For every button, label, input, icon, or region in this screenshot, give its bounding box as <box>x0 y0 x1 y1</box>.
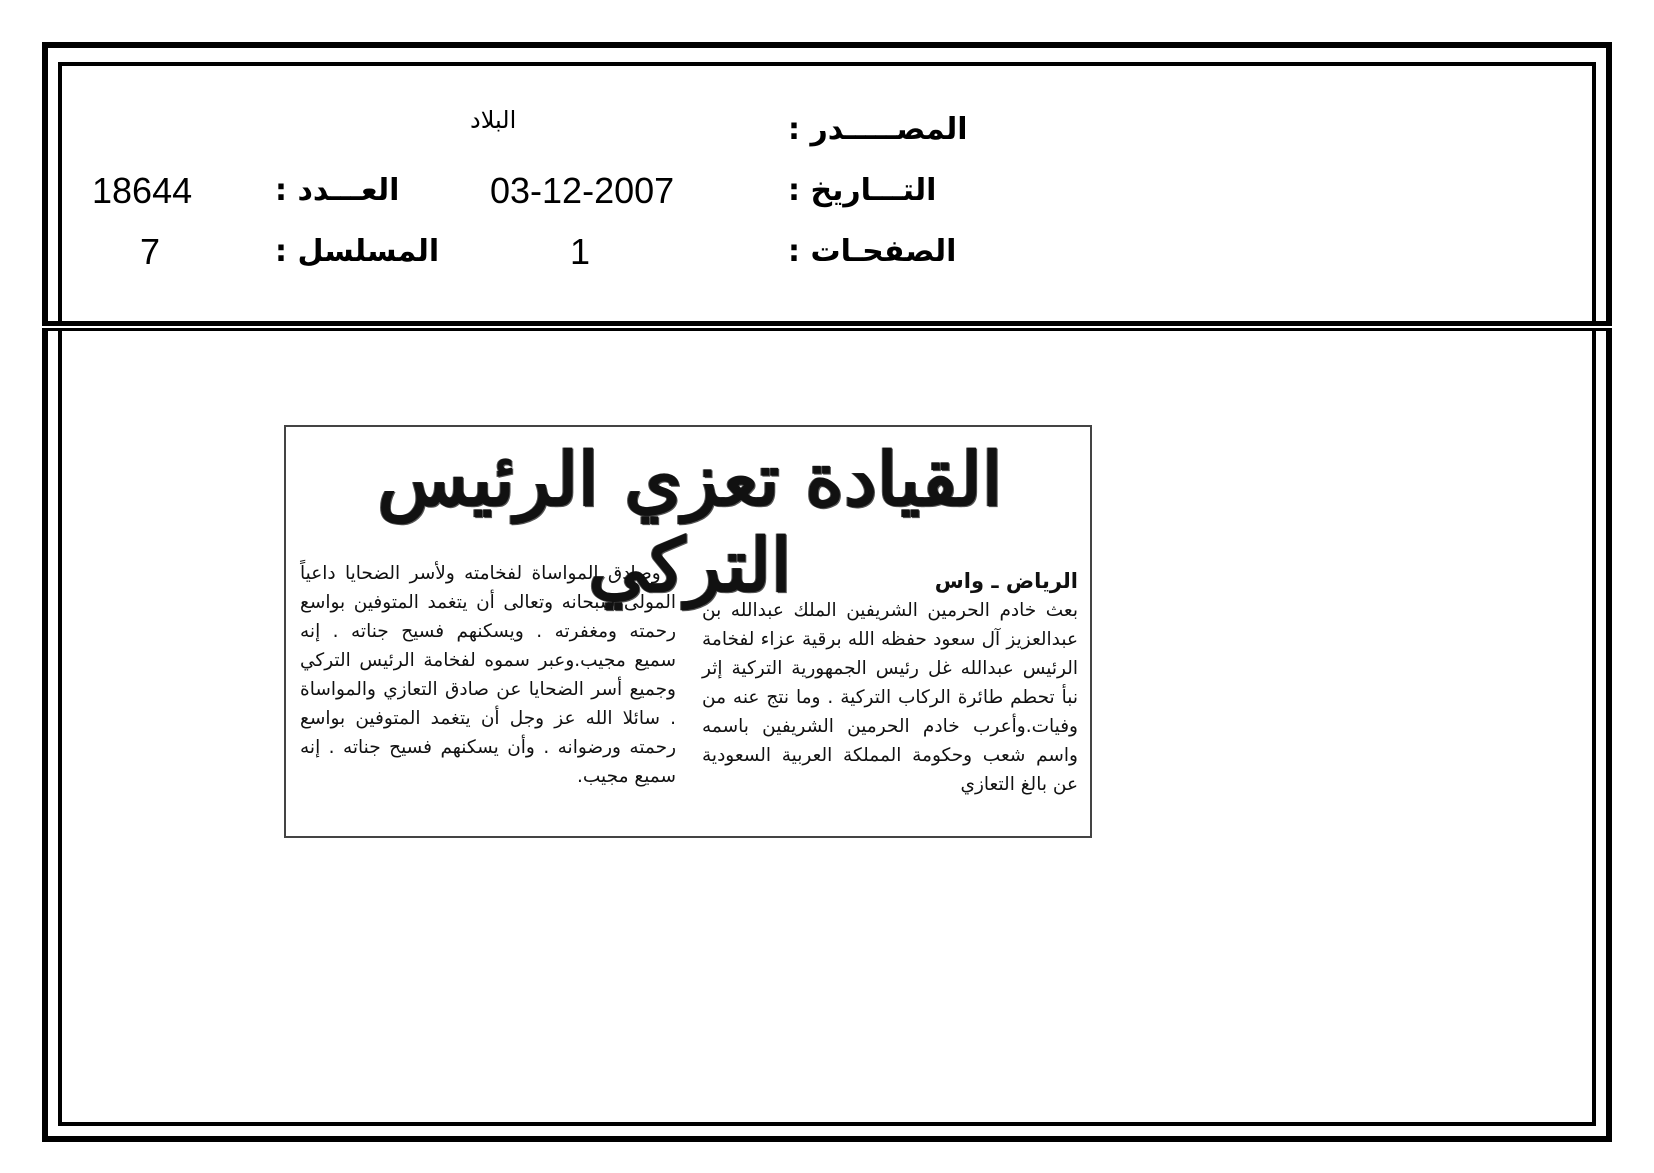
source-label: المصـــــدر : <box>788 112 968 147</box>
issue-value: 18644 <box>92 170 193 211</box>
article-column-right <box>702 567 1078 799</box>
source-value: البلاد <box>470 106 517 134</box>
pages-label: الصفحـات : <box>788 234 957 269</box>
article-right-text: بعث خادم الحرمين الشريفين الملك عبدالله بن عبدالعزيز آل سعود حفظه الله برقية عزاء لفخامة الرئيس عبدالله غل رئيس الجمهورية التركية إثر نبأ تحطم طائرة الركاب التركية . وما نتج عنه من وفيات.وأعرب خادم الحرمين الشريفين باسمه واسم شعب وحكومة المملكة العربية السعودية عن بالغ التعازي <box>702 600 1078 795</box>
article-column-left <box>300 559 676 791</box>
serial-value: 7 <box>140 231 161 272</box>
article-left-text: . وصادق المواساة لفخامته ولأسر الضحايا داعياً المولى سبحانه وتعالى أن يتغمد المتوفين بواسع رحمته ومغفرته . ويسكنهم فسيح جناته . إنه سميع مجيب.وعبر سموه لفخامة الرئيس التركي وجميع أسر الضحايا عن صادق التعازي والمواساة . سائلا الله عز وجل أن يتغمد المتوفين بواسع رحمته ورضوانه . وأن يسكنهم فسيح جناته . إنه سميع مجيب. <box>300 563 676 787</box>
article-dateline: الرياض ـ واس <box>934 569 1078 593</box>
pages-value: 1 <box>570 231 591 272</box>
issue-label: العـــدد : <box>275 173 400 208</box>
date-label: التـــاريخ : <box>788 173 937 208</box>
date-value: 03-12-2007 <box>490 170 675 211</box>
newspaper-clipping <box>284 425 1092 838</box>
serial-label: المسلسل : <box>275 234 440 269</box>
article-headline: القيادة تعزي الرئيس التركي <box>377 437 1003 609</box>
